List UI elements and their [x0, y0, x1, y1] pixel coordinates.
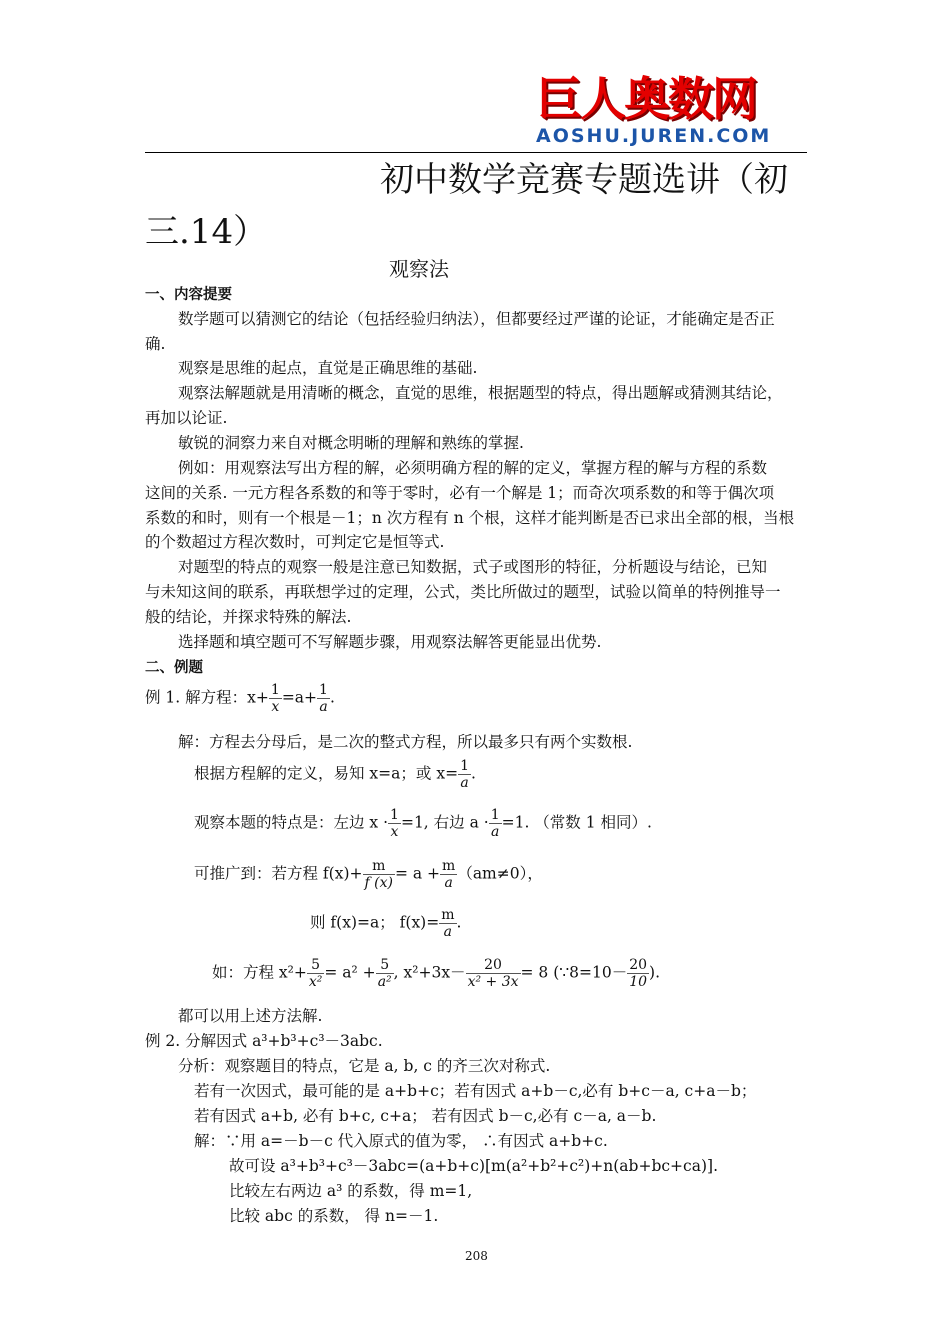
para-5c: 系数的和时，则有一个根是－1；n 次方程有 n 个根，这样才能判断是否已求出全部的根，当根: [145, 509, 795, 527]
example1-generalization: 可推广到：若方程 f(x)+ $\frac{m}{f (x)}$ = a + $\frac{m}{a}$ （am≠0），: [194, 858, 543, 891]
para-1b: 确.: [145, 335, 166, 353]
example2-line3: 解：∵用 a=－b－c 代入原式的值为零， ∴有因式 a+b+c.: [194, 1132, 608, 1150]
header-rule: [145, 152, 807, 153]
section1-heading: 一、内容提要: [145, 287, 232, 303]
example2-line5: 比较左右两边 a³ 的系数，得 m=1,: [229, 1182, 473, 1200]
example1-observation: 观察本题的特点是：左边 x · $\frac{1}{x}$ =1, 右边 a · $\frac{1}{a}$ =1. （常数 1 相同）.: [194, 807, 652, 840]
para-6b: 与未知这间的联系，再联想学过的定理，公式，类比所做过的题型，试验以简单的特例推导一: [145, 583, 781, 601]
para-3b: 再加以论证.: [145, 409, 228, 427]
page-number: 208: [465, 1249, 488, 1263]
example1-solution: 解：方程去分母后，是二次的整式方程，所以最多只有两个实数根.: [178, 733, 633, 751]
para-6a: 对题型的特点的观察一般是注意已知数据，式子或图形的特征，分析题设与结论，已知: [178, 558, 768, 576]
para-5b: 这间的关系. 一元方程各系数的和等于零时，必有一个解是 1；而奇次项系数的和等于偶次项: [145, 484, 775, 502]
example1-tail: 都可以用上述方法解.: [178, 1007, 323, 1025]
logo-english: AOSHU.JUREN.COM: [536, 125, 772, 147]
section2-heading: 二、例题: [145, 660, 203, 676]
example2-line1: 若有一次因式，最可能的是 a+b+c；若有因式 a+b－c,必有 b+c－a, c+a－b；: [194, 1082, 757, 1100]
example2-line4: 故可设 a³+b³+c³－3abc=(a+b+c)[m(a²+b²+c²)+n(ab+bc+ca)].: [229, 1157, 718, 1175]
para-1a: 数学题可以猜测它的结论（包括经验归纳法），但都要经过严谨的论证，才能确定是否正: [178, 310, 775, 328]
para-2: 观察是思维的起点，直觉是正确思维的基础.: [178, 359, 478, 377]
example1-definition: 根据方程解的定义，易知 x=a；或 x= $\frac{1}{a}$ .: [194, 758, 476, 791]
example1-instances: 如：方程 x²+ $\frac{5}{\text{x²}}$ = a² + $\frac{5}{\text{a²}}$ , x²+3x－ $\frac{20}{\text{x² + 3x}}$ = 8 (∵8=10－ $\frac{20}{10}$ ).: [212, 957, 661, 990]
para-4: 敏锐的洞察力来自对概念明晰的理解和熟练的掌握.: [178, 434, 524, 452]
para-3a: 观察法解题就是用清晰的概念，直觉的思维，根据题型的特点，得出题解或猜测其结论，: [178, 384, 783, 402]
example2-line6: 比较 abc 的系数， 得 n=－1.: [229, 1207, 439, 1225]
example2-label: 例 2. 分解因式 a³+b³+c³－3abc.: [145, 1032, 383, 1050]
para-7: 选择题和填空题可不写解题步骤，用观察法解答更能显出优势.: [178, 633, 602, 651]
page-title-line2: 三.14）: [145, 212, 268, 252]
example1-then: 则 f(x)=a； f(x)= $\frac{m}{a}$ .: [310, 907, 462, 940]
example1-equation: 例 1. 解方程：x+ $\frac{1}{x}$ =a+ $\frac{1}{a}$ .: [145, 682, 335, 715]
para-5d: 的个数超过方程次数时，可判定它是恒等式.: [145, 533, 445, 551]
subtitle: 观察法: [389, 257, 449, 281]
para-6c: 般的结论，并探求特殊的解法.: [145, 608, 352, 626]
para-5a: 例如：用观察法写出方程的解，必须明确方程的解的定义，掌握方程的解与方程的系数: [178, 459, 768, 477]
example2-line2: 若有因式 a+b, 必有 b+c, c+a； 若有因式 b－c,必有 c－a, a－b.: [194, 1107, 657, 1125]
page-title-line1: 初中数学竞赛专题选讲（初: [380, 160, 788, 200]
logo-chinese: 巨人奥数网: [536, 72, 756, 126]
example2-analysis: 分析：观察题目的特点，它是 a, b, c 的齐三次对称式.: [178, 1057, 551, 1075]
